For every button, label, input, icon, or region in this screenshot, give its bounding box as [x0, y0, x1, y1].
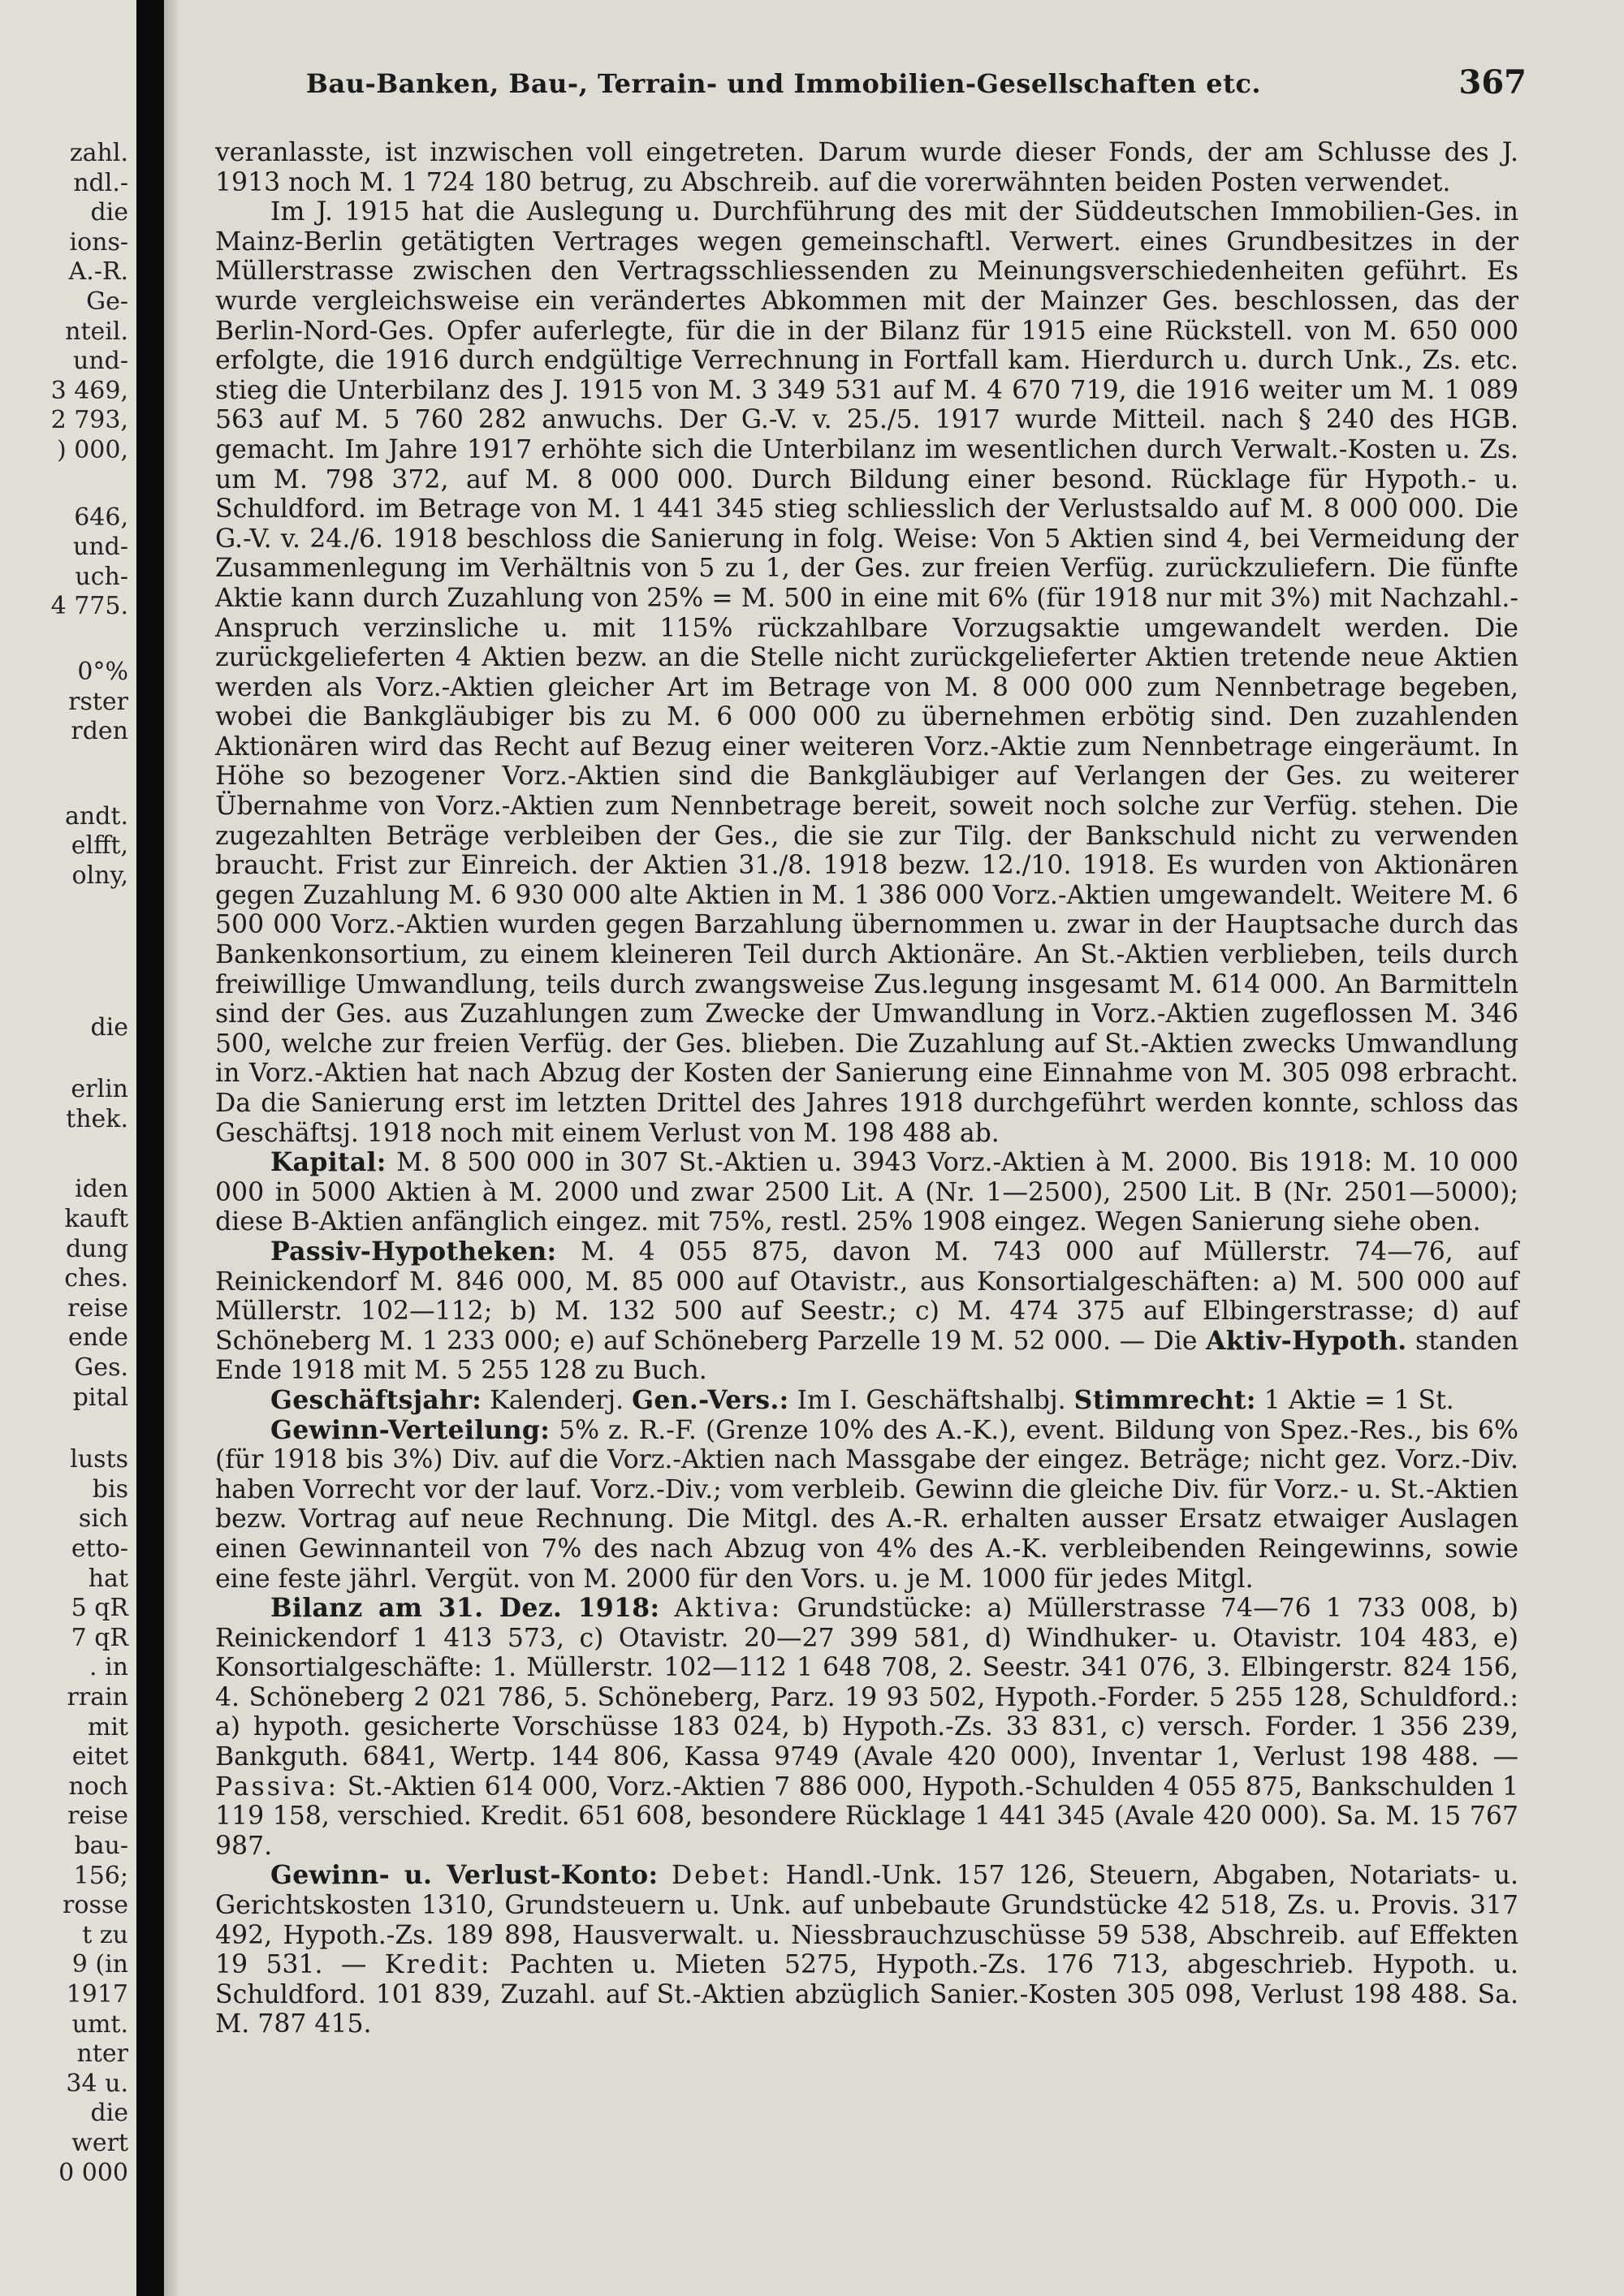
margin-fragment: 5 qR — [71, 1594, 128, 1623]
margin-fragment: 0 000 — [58, 2158, 128, 2187]
section-label: Gen.-Vers.: — [632, 1384, 789, 1415]
aktiva-label: Aktiva: — [674, 1594, 783, 1624]
paragraph-sanierung — [215, 197, 1518, 1148]
margin-fragment: ende — [67, 1323, 128, 1353]
margin-fragment: . in — [89, 1653, 128, 1682]
margin-fragment: reise — [67, 1293, 128, 1323]
margin-fragment: sich — [78, 1504, 128, 1534]
margin-fragment: eitet — [71, 1742, 128, 1772]
margin-fragment: bau- — [74, 1832, 128, 1860]
margin-fragment: 9 (in — [71, 1950, 128, 1979]
passiva-label: Passiva: — [215, 1772, 339, 1802]
margin-fragment: zahl. — [69, 139, 128, 167]
margin-fragment: 156; — [73, 1861, 128, 1890]
previous-page-edge — [0, 0, 136, 2296]
margin-fragment: uch- — [75, 562, 128, 591]
margin-fragment: die — [90, 198, 128, 227]
margin-fragment: erlin — [71, 1075, 128, 1104]
margin-fragment: rster — [68, 687, 128, 716]
margin-fragment: iden — [75, 1175, 128, 1204]
section-label: Stimmrecht: — [1073, 1384, 1256, 1415]
margin-fragment: rrain — [67, 1683, 128, 1711]
margin-fragment: wert — [71, 2129, 128, 2157]
margin-fragment: dung — [65, 1234, 128, 1263]
kredit-label: Kredit: — [384, 1950, 492, 1980]
margin-fragment: hat — [88, 1564, 128, 1593]
section-passiv-hypotheken — [215, 1237, 1518, 1386]
running-head: Bau-Banken, Bau-, Terrain- und Immobilien-Gesellschaften etc. — [305, 68, 1262, 99]
margin-fragment: die — [90, 2099, 128, 2128]
body-text — [215, 138, 1518, 2039]
margin-fragment: 34 u. — [66, 2069, 128, 2098]
margin-fragment: und- — [73, 533, 128, 562]
section-label: Gewinn- u. Verlust-Konto: — [270, 1860, 659, 1891]
margin-fragment: die — [90, 1012, 128, 1042]
section-text: Grundstücke: a) Müllerstrasse 74—76 1 733 008, b) Reinickendorf 1 413 573, c) Otavistr. 20—27 399 581, d) Windhuker- u. Otavistr. 104 483, e) Konsortialgeschäfte: 1. Müllerstr. 102—112 1 648 708, 2. Seestr. 341 076, 3. Elbingerstr. 824 156, 4. Schöneberg 2 021 786, 5. Schöneberg, Parz. 19 93 502, Hypoth.-Forder. 5 255 128, Schuldford.: a) hypoth. gesicherte Vorschüsse 183 024, b) Hypoth.-Zs. 33 831, c) versch. Forder. 1 356 239, Bankguth. 6841, Wertp. 144 806, Kassa 9749 (Avale 420 000), Inventar 1, Verlust 198 488. — — [215, 1594, 1518, 1772]
section-gewinn-verteilung — [215, 1416, 1518, 1595]
margin-fragment: bis — [92, 1474, 128, 1504]
margin-fragment: ndl.- — [73, 168, 128, 197]
margin-fragment: ches. — [64, 1264, 128, 1293]
section-label: Aktiv-Hypoth. — [1205, 1325, 1407, 1356]
margin-fragment: 7 qR — [71, 1623, 128, 1652]
section-gewinn-verlust-konto — [215, 1861, 1518, 2039]
book-binding — [136, 0, 164, 2296]
margin-fragment: 646, — [74, 503, 128, 532]
section-text: 1 Aktie = 1 St. — [1263, 1385, 1454, 1415]
page-number: 367 — [1458, 63, 1527, 101]
margin-fragment: nter — [76, 2039, 128, 2069]
section-text: Handl.-Unk. 157 126, Steuern, Abgaben, Notariats- u. Gerichtskosten 1310, Grundsteuern u. Unk. auf unbebaute Grundstücke 42 518, Zs. u. Provis. 317 492, Hypoth.-Zs. 189 898, Hausverwalt. u. Niessbrauchzuschüsse 59 538, Abschreib. auf Effekten 19 531. — — [215, 1861, 1519, 1980]
section-text: standen Ende 1918 mit M. 5 255 128 zu Buch. — [215, 1326, 1519, 1386]
margin-fragment: thek. — [66, 1104, 128, 1133]
margin-fragment: umt. — [71, 2009, 128, 2039]
margin-fragment: und- — [73, 347, 128, 376]
margin-fragment: 0°% — [77, 658, 128, 686]
margin-fragment: ) 000, — [56, 436, 128, 464]
margin-fragment: t zu — [82, 1920, 128, 1949]
margin-fragment: andt. — [64, 801, 128, 831]
margin-fragment: reise — [67, 1802, 128, 1831]
margin-fragment: 3 469, — [50, 376, 128, 405]
paragraph-continuation — [215, 138, 1518, 197]
section-text: Kalenderj. — [490, 1385, 624, 1415]
section-bilanz — [215, 1594, 1518, 1861]
margin-fragment: rosse — [63, 1891, 128, 1920]
margin-fragment: kauft — [64, 1205, 128, 1233]
section-label: Bilanz am 31. Dez. 1918: — [270, 1593, 660, 1624]
debet-label: Debet: — [671, 1861, 772, 1891]
section-label: Gewinn-Verteilung: — [270, 1414, 551, 1445]
section-text: M. 8 500 000 in 307 St.-Aktien u. 3943 Vorz.-Aktien à M. 2000. Bis 1918: M. 10 000 000 in 5000 Aktien à M. 2000 und zwar 2500 Lit. A (Nr. 1—2500), 2500 Lit. B (Nr. 2501—5000); diese B-Aktien anfänglich eingez. mit 75%, restl. 25% 1908 eingez. Wegen Sanierung siehe oben. — [215, 1148, 1518, 1237]
margin-fragment: olny, — [71, 861, 128, 890]
margin-fragment: A.-R. — [68, 257, 128, 287]
section-text: St.-Aktien 614 000, Vorz.-Aktien 7 886 000, Hypoth.-Schulden 4 055 875, Bankschulden 1 119 158, verschied. Kredit. 651 608, besondere Rücklage 1 441 345 (Avale 420 000). Sa. M. 15 767 987. — [215, 1772, 1518, 1861]
margin-fragment: 2 793, — [50, 406, 128, 435]
margin-fragment: mit — [87, 1712, 128, 1741]
section-kapital — [215, 1148, 1518, 1237]
page-gutter — [164, 0, 179, 2296]
section-text: 5% z. R.-F. (Grenze 10% des A.-K.), event. Bildung von Spez.-Res., bis 6% (für 1918 bis 3%) Div. auf die Vorz.-Aktien nach Massgabe der eingez. Beträge; nicht gez. Vorz.-Div. haben Vorrecht vor der lauf. Vorz.-Div.; vom verbleib. Gewinn die gleiche Div. für Vorz.- u. St.-Aktien bezw. Vortrag auf neue Rechnung. Die Mitgl. des A.-R. erhalten ausser Ersatz etwaiger Auslagen einen Gewinnanteil von 7% des nach Abzug von 4% des A.-K. verbleibenden Reingewinns, sowie eine feste jährl. Vergüt. von M. 2000 für den Vors. u. je M. 1000 für jedes Mitgl. — [215, 1415, 1518, 1594]
section-text: Pachten u. Mieten 5275, Hypoth.-Zs. 176 713, abgeschrieb. Hypoth. u. Schuldford. 101 839, Zuzahl. auf St.-Aktien abzüglich Sanier.-Kosten 305 098, Verlust 198 488. Sa. M. 787 415. — [215, 1950, 1518, 2039]
margin-fragment: noch — [68, 1772, 128, 1801]
margin-fragment: 4 775. — [50, 592, 128, 621]
margin-fragment: etto- — [71, 1534, 128, 1563]
section-label: Geschäftsjahr: — [270, 1384, 482, 1415]
margin-fragment: 1917 — [66, 1980, 128, 2009]
margin-fragment: nteil. — [65, 317, 128, 346]
margin-fragment: elfft, — [71, 831, 128, 861]
margin-fragment: lusts — [70, 1445, 128, 1474]
section-text: M. 4 055 875, davon M. 743 000 auf Müllerstr. 74—76, auf Reinickendorf M. 846 000, M. 85 000 auf Otavistr., aus Konsortialgeschäften: a) M. 500 000 auf Müllerstr. 102—112; b) M. 132 500 auf Seestr.; c) M. 474 375 auf Elbingerstrasse; d) auf Schöneberg M. 1 233 000; e) auf Schöneberg Parzelle 19 M. 52 000. — Die — [215, 1236, 1519, 1356]
paragraph-text: veranlasste, ist inzwischen voll eingetreten. Darum wurde dieser Fonds, der am Schlusse des J. 1913 noch M. 1 724 180 betrug, zu Abschreib. auf die vorerwähnten beiden Posten verwendet. — [215, 138, 1518, 197]
margin-fragment: pital — [72, 1383, 128, 1412]
margin-fragment: Ges. — [74, 1353, 128, 1382]
section-text: Im I. Geschäftshalbj. — [797, 1385, 1066, 1415]
section-label: Passiv-Hypotheken: — [270, 1236, 557, 1267]
margin-fragment: Ge- — [86, 287, 128, 316]
paragraph-text: Im J. 1915 hat die Auslegung u. Durchführung des mit der Süddeutschen Immobilien-Ges. in Mainz-Berlin getätigten Vertrages wegen gemeinschaftl. Verwert. eines Grundbesitzes in der Müllerstrasse zwischen den Vertragsschliessenden zu Meinungsverschiedenheiten geführt. Es wurde vergleichsweise ein verändertes Abkommen mit der Mainzer Ges. beschlossen, das der Berlin-Nord-Ges. Opfer auferlegte, für die in der Bilanz für 1915 eine Rückstell. von M. 650 000 erfolgte, die 1916 durch endgültige Verrechnung in Fortfall kam. Hierdurch u. durch Unk., Zs. etc. stieg die Unterbilanz des J. 1915 von M. 3 349 531 auf M. 4 670 719, die 1916 weiter um M. 1 089 563 auf M. 5 760 282 anwuchs. Der G.-V. v. 25./5. 1917 wurde Mitteil. nach § 240 des HGB. gemacht. Im Jahre 1917 erhöhte sich die Unterbilanz im wesentlichen durch Verwalt.-Kosten u. Zs. um M. 798 372, auf M. 8 000 000. Durch Bildung einer besond. Rücklage für Hypoth.- u. Schuldford. im Betrage von M. 1 441 345 stieg schliesslich der Verlustsaldo auf M. 8 000 000. Die G.-V. v. 24./6. 1918 beschloss die Sanierung in folg. Weise: Von 5 Aktien sind 4, bei Vermeidung der Zusammenlegung im Verhältnis von 5 zu 1, der Ges. zur freien Verfüg. zurückzuliefern. Die fünfte Aktie kann durch Zuzahlung von 25% = M. 500 in eine mit 6% (für 1918 nur mit 3%) mit Nachzahl.-Anspruch verzinsliche u. mit 115% rückzahlbare Vorzugsaktie umgewandelt werden. Die zurückgelieferten 4 Aktien bezw. an die Stelle nicht zurückgelieferter Aktien tretende neue Aktien werden als Vorz.-Aktien gleicher Art im Betrage von M. 8 000 000 zum Nennbetrage begeben, wobei die Bankgläubiger bis zu M. 6 000 000 zu übernehmen erbötig sind. Den zuzahlenden Aktionären wird das Recht auf Bezug einer weiteren Vorz.-Aktie zum Nennbetrage eingeräumt. In Höhe so bezogener Vorz.-Aktien sind die Bankgläubiger auf Verlangen der Ges. zu weiterer Übernahme von Vorz.-Aktien zum Nennbetrage bereit, soweit noch solche zur Verfüg. stehen. Die zugezahlten Beträge verbleiben der Ges., die sie zur Tilg. der Bankschuld nicht zu verwenden braucht. Frist zur Einreich. der Aktien 31./8. 1918 bezw. 12./10. 1918. Es wurden von Aktionären gegen Zuzahlung M. 6 930 000 alte Aktien in M. 1 386 000 Vorz.-Aktien umgewandelt. Weitere M. 6 500 000 Vorz.-Aktien wurden gegen Barzahlung übernommen u. zwar in der Hauptsache durch das Bankenkonsortium, zu einem kleineren Teil durch Aktionäre. An St.-Aktien verblieben, teils durch freiwillige Umwandlung, teils durch zwangsweise Zus.legung insgesamt M. 614 000. An Barmitteln sind der Ges. aus Zuzahlungen zum Zwecke der Umwandlung in Vorz.-Aktien zugeflossen M. 346 500, welche zur freien Verfüg. der Ges. blieben. Die Zuzahlung auf St.-Aktien zwecks Umwandlung in Vorz.-Aktien hat nach Abzug der Kosten der Sanierung eine Einnahme von M. 305 098 erbracht. Da die Sanierung erst im letzten Drittel des Jahres 1918 durchgeführt werden konnte, schloss das Geschäftsj. 1918 noch mit einem Verlust von M. 198 488 ab. — [215, 197, 1518, 1148]
margin-fragment: rden — [71, 717, 128, 746]
section-label: Kapital: — [270, 1147, 387, 1178]
section-geschaeftsjahr — [215, 1386, 1518, 1416]
margin-fragment: ions- — [69, 227, 128, 257]
